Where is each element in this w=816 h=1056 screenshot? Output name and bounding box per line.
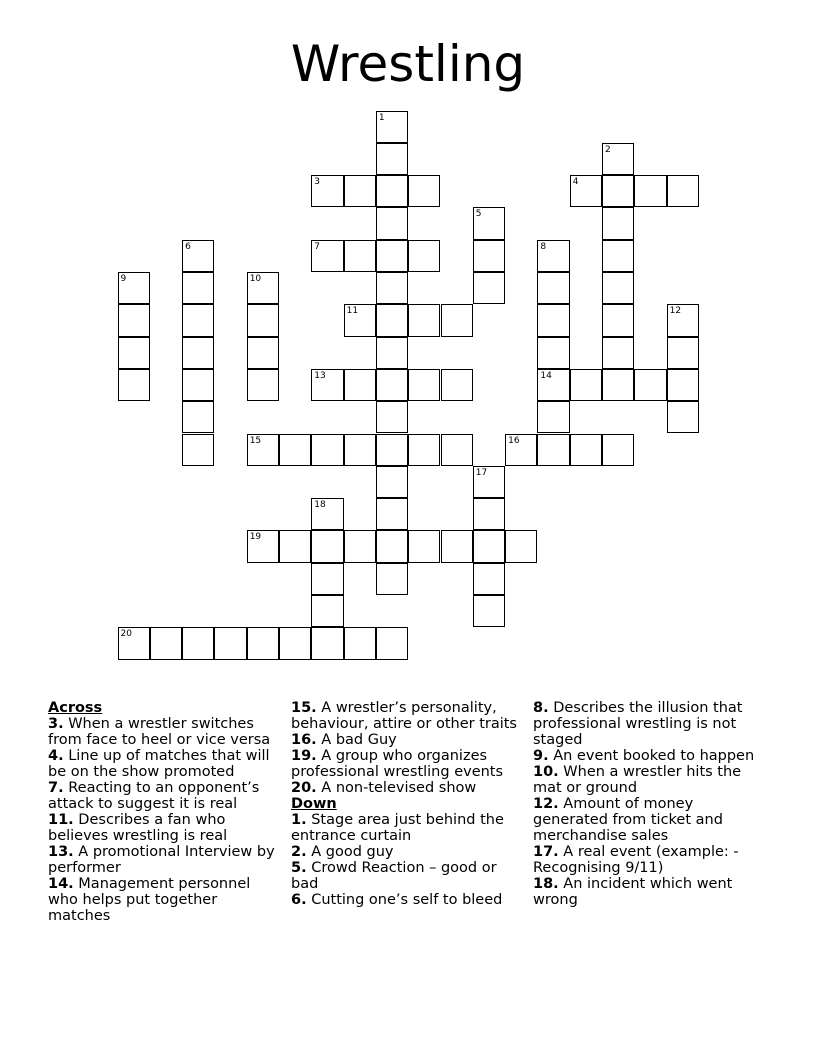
grid-cell[interactable] bbox=[311, 563, 343, 595]
grid-cell[interactable] bbox=[602, 175, 634, 207]
across-heading: Across bbox=[48, 700, 103, 716]
grid-cell[interactable] bbox=[667, 369, 699, 401]
clue-number: 9 bbox=[120, 274, 127, 284]
grid-cell[interactable] bbox=[667, 304, 699, 336]
clue-across-13: 13. A promotional Interview by performer bbox=[48, 844, 275, 876]
grid-cell[interactable] bbox=[473, 466, 505, 498]
grid-cell[interactable] bbox=[311, 595, 343, 627]
clue-number: 13 bbox=[314, 370, 326, 381]
grid-cell[interactable] bbox=[667, 337, 699, 369]
grid-cell[interactable] bbox=[279, 530, 311, 562]
grid-cell[interactable] bbox=[537, 369, 569, 401]
grid-cell[interactable] bbox=[118, 627, 150, 659]
grid-cell[interactable] bbox=[376, 175, 408, 207]
grid-cell[interactable] bbox=[376, 466, 408, 498]
clue-down-5: 5. Crowd Reaction – good or bad bbox=[291, 860, 497, 892]
grid-cell[interactable] bbox=[118, 304, 150, 336]
grid-cell[interactable] bbox=[537, 337, 569, 369]
grid-cell[interactable] bbox=[634, 175, 666, 207]
grid-cell[interactable] bbox=[473, 595, 505, 627]
grid-cell[interactable] bbox=[247, 530, 279, 562]
grid-cell[interactable] bbox=[311, 175, 343, 207]
grid-cell[interactable] bbox=[602, 272, 634, 304]
grid-cell[interactable] bbox=[376, 207, 408, 239]
grid-cell[interactable] bbox=[408, 369, 440, 401]
grid-cell[interactable] bbox=[537, 401, 569, 433]
clue-number: 20 bbox=[120, 629, 132, 640]
grid-cell[interactable] bbox=[602, 434, 634, 466]
clue-number: 7 bbox=[314, 241, 321, 252]
grid-cell[interactable] bbox=[182, 627, 214, 659]
grid-cell[interactable] bbox=[376, 530, 408, 562]
grid-cell[interactable] bbox=[667, 175, 699, 207]
clue-number: 12 bbox=[669, 306, 682, 317]
clue-number: 10 bbox=[249, 274, 262, 284]
grid-cell[interactable] bbox=[376, 401, 408, 433]
grid-cell[interactable] bbox=[441, 304, 473, 336]
clue-number: 11 bbox=[346, 306, 359, 317]
clue-down-17: 17. A real event (example: - Recognising 9/11) bbox=[533, 844, 739, 876]
grid-cell[interactable] bbox=[311, 434, 343, 466]
clue-down-2: 2. A good guy bbox=[291, 844, 394, 860]
grid-cell[interactable] bbox=[441, 369, 473, 401]
clue-number: 4 bbox=[572, 177, 579, 188]
clue-down-6: 6. Cutting one’s self to bleed bbox=[291, 892, 503, 908]
clue-number: 14 bbox=[540, 370, 552, 381]
grid-cell[interactable] bbox=[473, 498, 505, 530]
grid-cell[interactable] bbox=[344, 627, 376, 659]
grid-cell[interactable] bbox=[311, 530, 343, 562]
grid-cell[interactable] bbox=[182, 337, 214, 369]
grid-cell[interactable] bbox=[214, 627, 246, 659]
grid-cell[interactable] bbox=[376, 369, 408, 401]
clue-across-3: 3. When a wrestler switches from face to heel or vice versa bbox=[48, 716, 271, 748]
grid-cell[interactable] bbox=[182, 240, 214, 272]
grid-cell[interactable] bbox=[247, 627, 279, 659]
clue-number: 16 bbox=[508, 435, 520, 446]
grid-cell[interactable] bbox=[667, 401, 699, 433]
grid-cell[interactable] bbox=[311, 627, 343, 659]
grid-cell[interactable] bbox=[376, 563, 408, 595]
clue-number: 17 bbox=[475, 467, 488, 478]
grid-cell[interactable] bbox=[634, 369, 666, 401]
grid-cell[interactable] bbox=[408, 530, 440, 562]
clue-across-4: 4. Line up of matches that will be on the show promoted bbox=[48, 748, 270, 780]
page-title: Wrestling bbox=[290, 35, 526, 93]
grid-cell[interactable] bbox=[344, 369, 376, 401]
grid-cell[interactable] bbox=[602, 337, 634, 369]
grid-cell[interactable] bbox=[376, 272, 408, 304]
grid-cell[interactable] bbox=[473, 240, 505, 272]
clue-across-19: 19. A group who organizes professional wrestling events bbox=[291, 748, 504, 780]
clue-down-8: 8. Describes the illusion that professional wrestling is not staged bbox=[533, 700, 743, 748]
grid-cell[interactable] bbox=[473, 530, 505, 562]
clue-number: 6 bbox=[185, 241, 191, 252]
clue-number: 3 bbox=[314, 177, 321, 188]
grid-cell[interactable] bbox=[150, 627, 182, 659]
clue-number: 5 bbox=[475, 209, 482, 220]
grid-cell[interactable] bbox=[182, 304, 214, 336]
grid-cell[interactable] bbox=[118, 272, 150, 304]
grid-cell[interactable] bbox=[473, 272, 505, 304]
grid-cell[interactable] bbox=[247, 434, 279, 466]
grid-cell[interactable] bbox=[247, 369, 279, 401]
grid-cell[interactable] bbox=[602, 369, 634, 401]
grid-cell[interactable] bbox=[376, 434, 408, 466]
clue-down-10: 10. When a wrestler hits the mat or ground bbox=[533, 764, 742, 796]
grid-cell[interactable] bbox=[408, 175, 440, 207]
clue-across-11: 11. Describes a fan who believes wrestling is real bbox=[48, 812, 228, 844]
grid-cell[interactable] bbox=[602, 143, 634, 175]
grid-cell[interactable] bbox=[182, 369, 214, 401]
grid-cell[interactable] bbox=[376, 337, 408, 369]
grid-cell[interactable] bbox=[473, 563, 505, 595]
grid-cell[interactable] bbox=[344, 530, 376, 562]
grid-cell[interactable] bbox=[311, 240, 343, 272]
clue-down-18: 18. An incident which went wrong bbox=[533, 876, 733, 908]
grid-cell[interactable] bbox=[247, 337, 279, 369]
clue-number: 18 bbox=[314, 500, 326, 511]
clue-across-16: 16. A bad Guy bbox=[291, 732, 397, 748]
grid-cell[interactable] bbox=[505, 530, 537, 562]
grid-cell[interactable] bbox=[279, 434, 311, 466]
grid-cell[interactable] bbox=[118, 369, 150, 401]
grid-cell[interactable] bbox=[182, 401, 214, 433]
grid-cell[interactable] bbox=[602, 304, 634, 336]
grid-cell[interactable] bbox=[344, 240, 376, 272]
clue-across-20: 20. A non-televised show bbox=[291, 780, 477, 796]
grid-cell[interactable] bbox=[344, 175, 376, 207]
clues-column-1 bbox=[48, 700, 280, 924]
grid-cell[interactable] bbox=[247, 272, 279, 304]
grid-cell[interactable] bbox=[473, 207, 505, 239]
clue-across-7: 7. Reacting to an opponent’s attack to suggest it is real bbox=[48, 780, 260, 812]
grid-cell[interactable] bbox=[376, 111, 408, 143]
grid-cell[interactable] bbox=[311, 369, 343, 401]
clue-down-12: 12. Amount of money generated from ticket and merchandise sales bbox=[533, 796, 723, 844]
grid-cell[interactable] bbox=[247, 304, 279, 336]
grid-cell[interactable] bbox=[408, 434, 440, 466]
grid-cell[interactable] bbox=[118, 337, 150, 369]
clue-number: 19 bbox=[249, 532, 262, 543]
grid-cell[interactable] bbox=[537, 304, 569, 336]
grid-cell[interactable] bbox=[537, 272, 569, 304]
grid-cell[interactable] bbox=[441, 434, 473, 466]
grid-cell[interactable] bbox=[602, 240, 634, 272]
grid-cell[interactable] bbox=[537, 434, 569, 466]
clues-column-2 bbox=[291, 700, 526, 908]
clue-number: 8 bbox=[540, 241, 547, 252]
grid-cell[interactable] bbox=[570, 369, 602, 401]
clue-across-14: 14. Management personnel who helps put together matches bbox=[48, 876, 251, 924]
grid-cell[interactable] bbox=[376, 304, 408, 336]
grid-cell[interactable] bbox=[505, 434, 537, 466]
grid-cell[interactable] bbox=[602, 207, 634, 239]
clue-down-9: 9. An event booked to happen bbox=[533, 748, 755, 764]
down-heading: Down bbox=[291, 796, 337, 812]
grid-cell[interactable] bbox=[344, 434, 376, 466]
grid-cell[interactable] bbox=[376, 143, 408, 175]
grid-cell[interactable] bbox=[376, 498, 408, 530]
grid-cell[interactable] bbox=[311, 498, 343, 530]
grid-cell[interactable] bbox=[537, 240, 569, 272]
grid-cell[interactable] bbox=[376, 627, 408, 659]
clues-column-3 bbox=[533, 700, 763, 908]
clue-number: 1 bbox=[378, 112, 385, 123]
grid-cell[interactable] bbox=[376, 240, 408, 272]
clue-across-15: 15. A wrestler’s personality, behaviour, attire or other traits bbox=[291, 700, 517, 732]
grid-cell[interactable] bbox=[441, 530, 473, 562]
grid-cell[interactable] bbox=[408, 304, 440, 336]
clue-down-1: 1. Stage area just behind the entrance curtain bbox=[291, 812, 504, 844]
grid-cell[interactable] bbox=[344, 304, 376, 336]
grid-cell[interactable] bbox=[570, 434, 602, 466]
grid-cell[interactable] bbox=[182, 434, 214, 466]
clue-number: 15 bbox=[249, 435, 262, 446]
grid-cell[interactable] bbox=[408, 240, 440, 272]
clue-number: 2 bbox=[605, 144, 611, 155]
grid-cell[interactable] bbox=[182, 272, 214, 304]
grid-cell[interactable] bbox=[279, 627, 311, 659]
grid-cell[interactable] bbox=[570, 175, 602, 207]
